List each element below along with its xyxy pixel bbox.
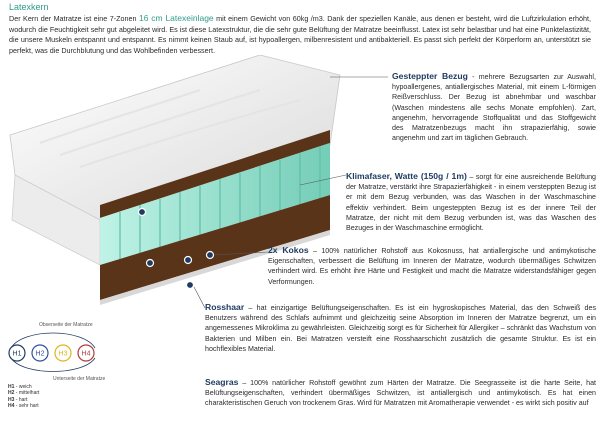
info-rosshaar bbox=[205, 302, 596, 354]
info-seagras bbox=[205, 377, 596, 409]
intro-text-1: Der Kern der Matratze ist eine 7-Zonen bbox=[9, 14, 139, 23]
marker-rosshaar bbox=[187, 282, 194, 289]
info-rosshaar-text: – hat einzigartige Belüftungseigenschaften. Es ist ein hygroskopisches Material, das den Schweiß des Benutzers während des Schlafs aufnimmt und gleichzeitig seine Absorption im Inneren der Matratze begrenzt, um ein angemessenes Mikroklima zu gewährleisten. Gleichzeitig sorgt es für Sicherheit für Allergiker – schränkt das Wachstum von Bakterien und Milben ein. Bei Matratzen versteift eine Rosshaarschicht zusätzlich die gesamte Struktur. Es ist ein hochflexibles Material. bbox=[205, 304, 596, 353]
hardness-item-h3: H3 - hart bbox=[8, 396, 28, 403]
info-cover-title: Gesteppter Bezug bbox=[392, 71, 468, 81]
section-title: Latexkern bbox=[9, 2, 49, 12]
info-coco-text: – 100% natürlicher Rohstoff aus Kokosnuss, hat antiallergische und antimykotische Eigenschaften, verbessert die Belüftung im Inneren der Matratze, wodurch übermäßiges Schwitzen verhindert wird. Es erhöht ihre Härte und Festigkeit und macht die Matratze widerstandsfähiger gegen Verformungen. bbox=[268, 247, 596, 286]
legend-top-label: Obserseite der Matratze bbox=[39, 322, 93, 328]
marker-coco-2 bbox=[207, 252, 214, 259]
info-fiber-text: – sorgt für eine ausreichende Belüftung der Matratze, verstärkt ihre Strapazierfähigkeit - in einem versteppten Bezug ist er mit dem Bezug verbunden, was das Waschen in der Waschmaschine effektiv verhindert. Beim ungesteppten Bezug ist es der innere Teil der Matratze, der nicht mit dem Bezug verbunden ist, was das Waschen des Bezuges in der Waschmaschine ermöglicht. bbox=[346, 173, 596, 233]
info-cover-text: - mehrere Bezugsarten zur Auswahl, hypoallergenes, antiallergisches Material, mit einem L-förmigen Reißverschluss. Der Bezug ist abnehmbar und waschbar (Waschen mindestens alle sechs Monate empfohlen). Zart, angenehm, hervorragende Stoffqualität und das Stoffgewicht des Matratzenbezugs macht ihn strapazierfähig, sowie angenehm und zart im täglichen Gebrauch. bbox=[392, 73, 596, 143]
info-rosshaar-title: Rosshaar bbox=[205, 302, 245, 312]
hardness-h1-label: H1 bbox=[12, 350, 22, 358]
info-seagras-title: Seagras bbox=[205, 377, 239, 387]
intro-highlight: 16 cm Latexeinlage bbox=[138, 13, 214, 23]
hardness-h2-label: H2 bbox=[35, 350, 45, 358]
info-coco-title: 2x Kokos bbox=[268, 245, 309, 255]
legend-bottom-label: Unterseite der Matratze bbox=[53, 376, 106, 382]
info-seagras-text: – 100% natürlicher Rohstoff gewöhnt zum Härten der Matratze. Die Seegrasseite ist die harte Seite, hat Belüftungseigenschaften, verhindert übermäßiges Schwitzen, ist antiallergisch und antimykotisch. Es hat einen charakteristischen Geruch von trockenem Gras. Wird für Matratzen mit Aromatherapie verwendet - es wirkt sich positiv auf bbox=[205, 379, 596, 408]
hardness-h4-label: H4 bbox=[81, 350, 91, 358]
marker-cover bbox=[139, 209, 146, 216]
info-fiber-title: Klimafaser, Watte (150g / 1m) bbox=[346, 171, 467, 181]
hardness-item-h4: H4 - sehr hart bbox=[8, 403, 39, 410]
hardness-legend bbox=[3, 318, 113, 382]
marker-fiber bbox=[147, 260, 154, 267]
marker-coco-1 bbox=[185, 257, 192, 264]
hardness-item-h1: H1 - weich bbox=[8, 384, 32, 390]
info-fiber bbox=[346, 171, 596, 233]
hardness-h3-label: H3 bbox=[58, 350, 68, 358]
hardness-list bbox=[8, 384, 39, 410]
intro-paragraph bbox=[9, 13, 591, 56]
info-coco bbox=[268, 245, 596, 287]
intro-text-2: mit einem Gewicht von 60kg /m3. Dank der speziellen Kanäle, aus denen er besteht, wird die Luftzirkulation erhöht, wodurch die Feuchtigkeit sehr gut abgeleitet wird. Es ist diese Latexstruktur, die die sehr gute Belüftung der Matratze beeinflusst. Latex ist sehr belastbar und hat eine Punktelastizität, die unsere Muskeln entspannt und entspannt. Es nimmt keinen Staub auf, ist hypoallergen, milbenresistent und antibakteriell. Es passt sich perfekt der Körperform an, unterstützt sie perfekt, was die Durchblutung und das Wohlbefinden verbessert. bbox=[9, 14, 591, 55]
hardness-item-h2: H2 - mittelhart bbox=[8, 390, 40, 397]
info-cover bbox=[392, 71, 596, 143]
